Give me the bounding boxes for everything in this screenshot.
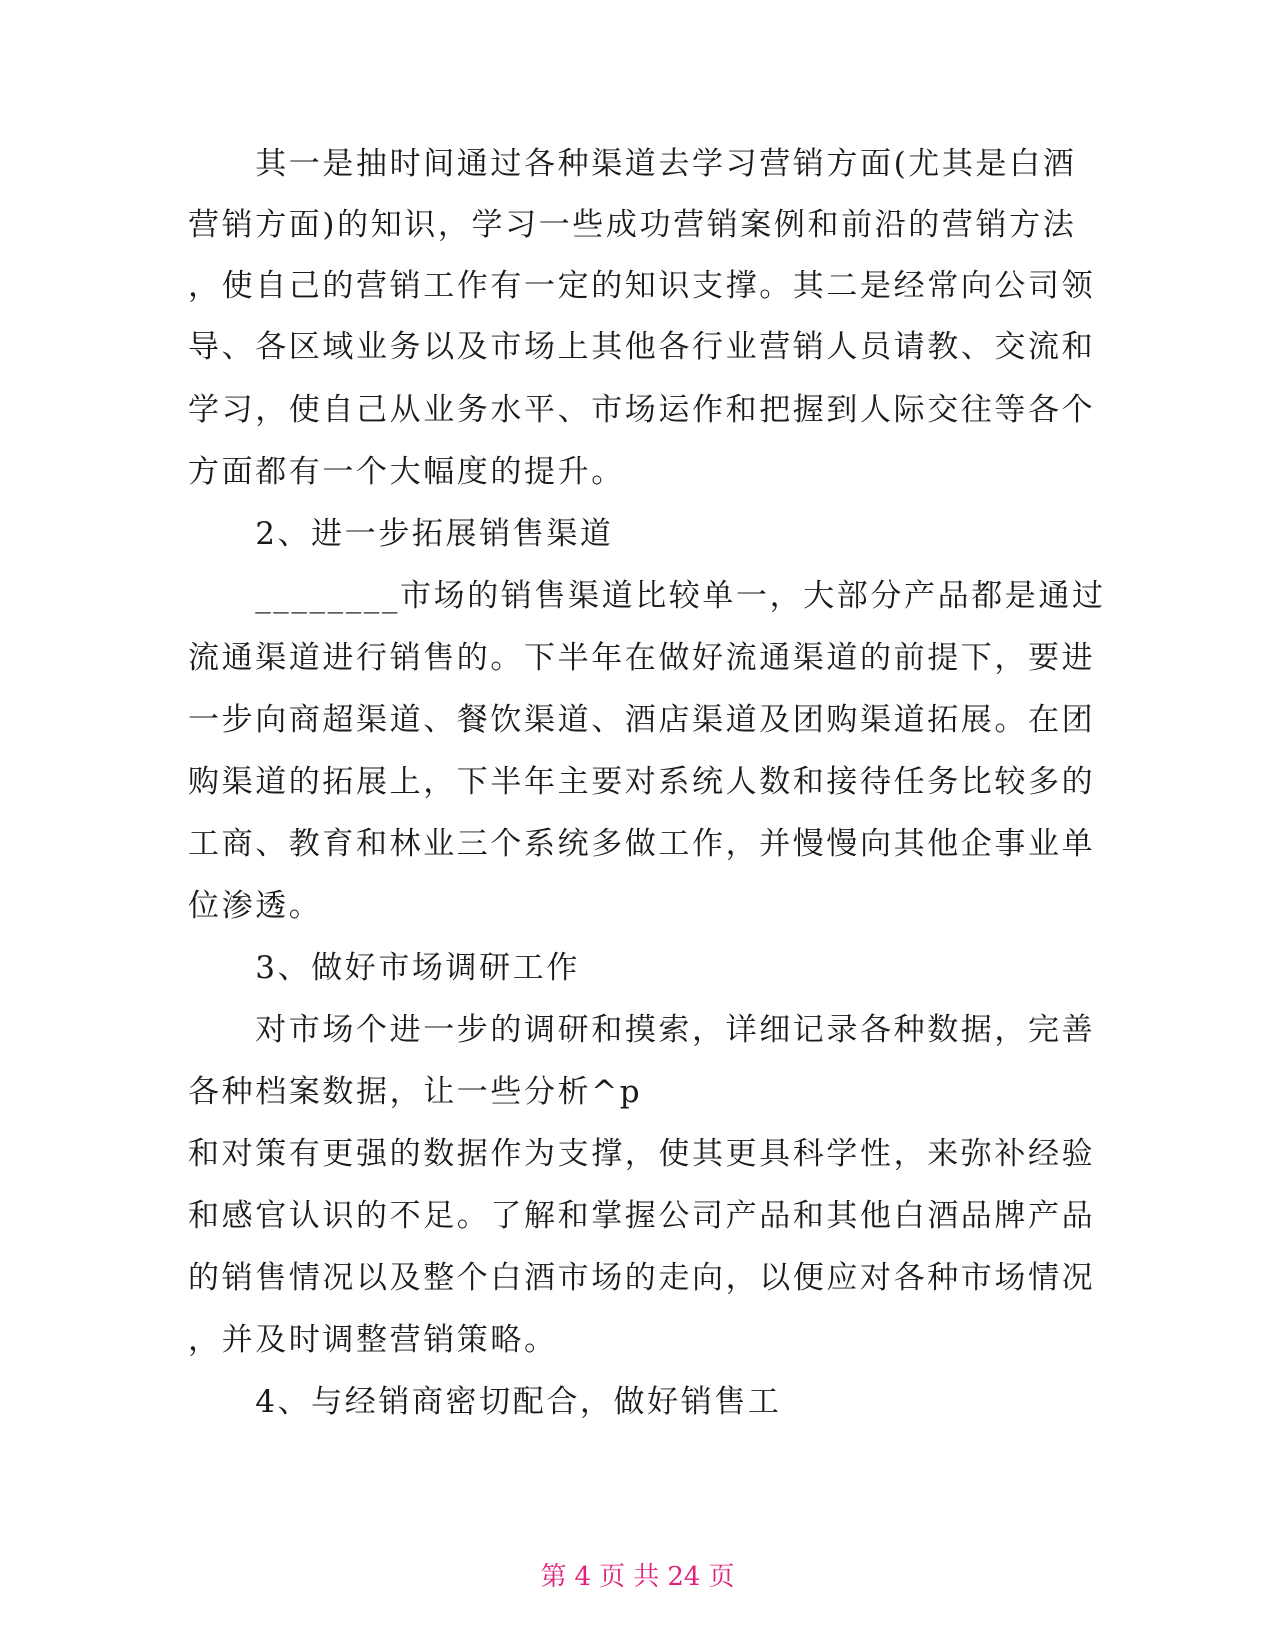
section-heading: 2、进一步拓展销售渠道: [188, 516, 614, 552]
footer-prefix: 第: [540, 1562, 567, 1592]
text-line: 营销方面)的知识，学习一些成功营销案例和前沿的营销方法: [188, 207, 1077, 243]
text-line: ________市场的销售渠道比较单一，大部分产品都是通过: [188, 578, 1106, 614]
text-line: 和感官认识的不足。了解和掌握公司产品和其他白酒品牌产品: [188, 1198, 1096, 1234]
section-heading: 3、做好市场调研工作: [188, 950, 580, 986]
text-line: 对市场个进一步的调研和摸索，详细记录各种数据，完善: [188, 1012, 1096, 1048]
text-line: ，使自己的营销工作有一定的知识支撑。其二是经常向公司领: [188, 268, 1096, 304]
text-line: 各种档案数据，让一些分析^p: [188, 1074, 643, 1110]
text-line: 方面都有一个大幅度的提升。: [188, 454, 625, 490]
text-line: 导、各区域业务以及市场上其他各行业营销人员请教、交流和: [188, 329, 1096, 365]
text-line: 和对策有更强的数据作为支撑，使其更具科学性，来弥补经验: [188, 1136, 1096, 1172]
text-line: 的销售情况以及整个白酒市场的走向，以便应对各种市场情况: [188, 1260, 1096, 1296]
footer-suffix: 页: [708, 1562, 735, 1592]
footer-page-number: 4: [574, 1562, 592, 1592]
text-line: 位渗透。: [188, 888, 323, 924]
text-line: 流通渠道进行销售的。下半年在做好流通渠道的前提下，要进: [188, 640, 1096, 676]
page-footer: [0, 1560, 1275, 1594]
text-line: 其一是抽时间通过各种渠道去学习营销方面(尤其是白酒: [188, 146, 1077, 182]
text-line: 工商、教育和林业三个系统多做工作，并慢慢向其他企事业单: [188, 826, 1096, 862]
footer-middle: 页 共: [599, 1562, 660, 1592]
text-line: 学习，使自己从业务水平、市场运作和把握到人际交往等各个: [188, 392, 1096, 428]
section-heading: 4、与经销商密切配合，做好销售工: [188, 1384, 782, 1420]
text-line: 购渠道的拓展上，下半年主要对系统人数和接待任务比较多的: [188, 764, 1096, 800]
footer-total-pages: 24: [667, 1562, 701, 1592]
text-line: ，并及时调整营销策略。: [188, 1322, 558, 1358]
text-line: 一步向商超渠道、餐饮渠道、酒店渠道及团购渠道拓展。在团: [188, 702, 1096, 738]
